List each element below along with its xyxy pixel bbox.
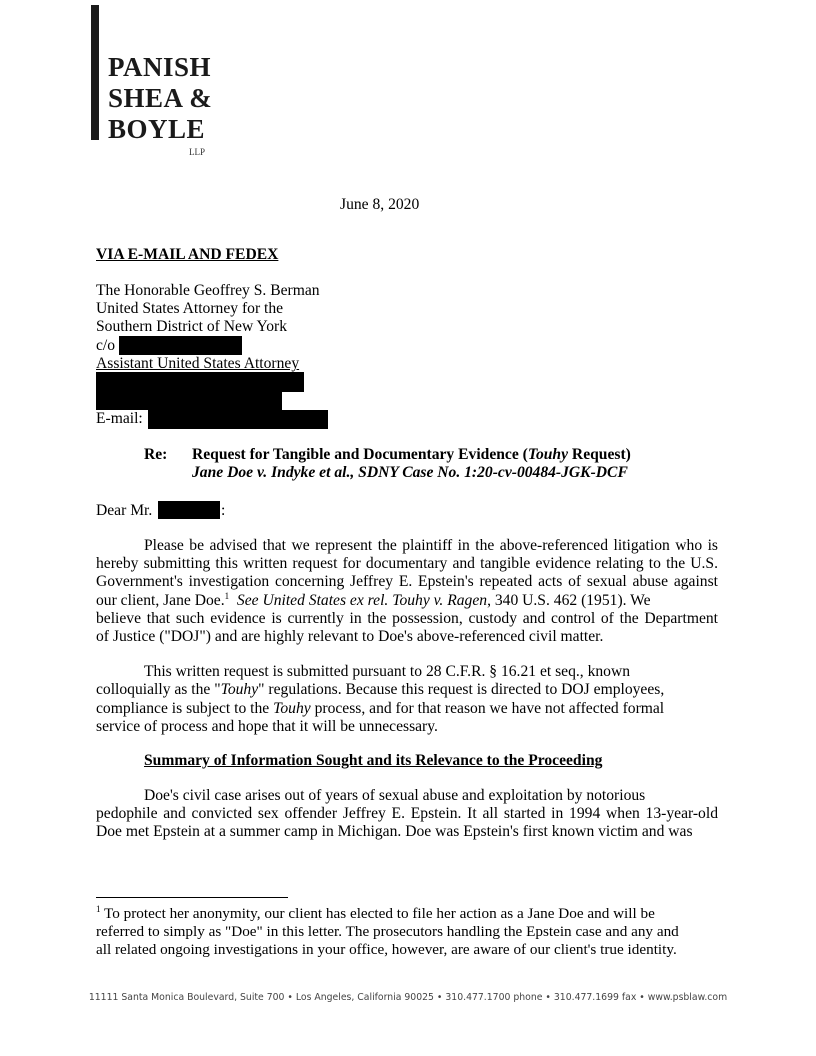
paragraph-line: of Justice ("DOJ") and are highly relevant to Doe's above-referenced civil matter. <box>96 628 604 645</box>
paragraph-line <box>96 681 664 699</box>
letter-date: June 8, 2020 <box>340 196 420 213</box>
re-subject <box>192 446 631 464</box>
paragraph-line: This written request is submitted pursuant to 28 C.F.R. § 16.21 et seq., known <box>144 663 631 680</box>
citation: See United States ex rel. Touhy v. Ragen <box>236 592 488 609</box>
section-heading: Summary of Information Sought and its Relevance to the Proceeding <box>144 752 603 769</box>
address-line: Assistant United States Attorney <box>96 355 300 372</box>
paragraph-line <box>96 592 651 610</box>
footnote-line: all related ongoing investigations in your office, however, are aware of our client's true identity. <box>96 941 677 958</box>
footnote-line <box>96 905 655 923</box>
text: Touhy <box>220 681 259 698</box>
salutation: Dear Mr. <box>96 502 153 519</box>
footnote-divider <box>96 897 288 898</box>
address-line: c/o <box>96 337 116 354</box>
text: , 340 U.S. 462 (1951). We <box>487 592 651 609</box>
address-line: The Honorable Geoffrey S. Berman <box>96 282 320 299</box>
re-case: Jane Doe v. Indyke et al., SDNY Case No. 1:20-cv-00484-JGK-DCF <box>192 464 628 481</box>
paragraph-line: believe that such evidence is currently in the possession, custody and control of the Department <box>96 610 718 627</box>
redaction <box>148 410 328 429</box>
salutation-colon: : <box>221 502 226 519</box>
paragraph-line <box>96 700 664 718</box>
redaction <box>158 501 220 519</box>
footnote-ref[interactable]: 1 <box>224 590 230 601</box>
text: Touhy <box>273 700 311 717</box>
paragraph-line: Doe met Epstein at a summer camp in Michigan. Doe was Epstein's first known victim and was <box>96 823 693 840</box>
footnote-number: 1 <box>96 903 101 914</box>
paragraph-line: Please be advised that we represent the plaintiff in the above-referenced litigation who is <box>144 537 718 554</box>
text: To protect her anonymity, our client has elected to file her action as a Jane Doe and will be <box>100 905 655 922</box>
delivery-method: VIA E-MAIL AND FEDEX <box>96 246 279 263</box>
text: colloquially as the " <box>96 681 221 698</box>
paragraph-line: pedophile and convicted sex offender Jeffrey E. Epstein. It all started in 1994 when 13-year-old <box>96 805 718 822</box>
paragraph-line: Government's investigation concerning Jeffrey E. Epstein's repeated acts of sexual abuse against <box>96 573 718 590</box>
logo-line-3: BOYLE <box>108 114 206 144</box>
redaction <box>96 372 304 392</box>
email-label: E-mail: <box>96 410 143 427</box>
re-text: Request) <box>568 446 631 463</box>
logo-line-1: PANISH <box>108 52 212 82</box>
paragraph-line: Doe's civil case arises out of years of sexual abuse and exploitation by notorious <box>144 787 646 804</box>
re-text: Request for Tangible and Documentary Evidence ( <box>192 446 528 463</box>
address-line: United States Attorney for the <box>96 300 284 317</box>
letterhead-footer: 11111 Santa Monica Boulevard, Suite 700 • Los Angeles, California 90025 • 310.477.1700 phone • 310.477.1699 fax • www.psblaw.com <box>88 992 728 1003</box>
text: our client, Jane Doe. <box>96 592 225 609</box>
logo-line-2: SHEA & <box>108 83 213 113</box>
paragraph-line: service of process and hope that it will be unnecessary. <box>96 718 438 735</box>
redaction <box>96 392 282 410</box>
paragraph-line: hereby submitting this written request for documentary and tangible evidence relating to the U.S. <box>96 555 718 572</box>
text: process, and for that reason we have not affected formal <box>310 700 665 717</box>
re-label: Re: <box>144 446 168 463</box>
text: " regulations. Because this request is directed to DOJ employees, <box>258 681 665 698</box>
re-text: Touhy <box>527 446 569 463</box>
text: compliance is subject to the <box>96 700 274 717</box>
logo-llp: LLP <box>189 147 206 157</box>
address-line: Southern District of New York <box>96 318 288 335</box>
logo-bar <box>91 5 99 140</box>
redaction <box>119 336 242 355</box>
footnote-line: referred to simply as "Doe" in this letter. The prosecutors handling the Epstein case and any and <box>96 923 679 940</box>
